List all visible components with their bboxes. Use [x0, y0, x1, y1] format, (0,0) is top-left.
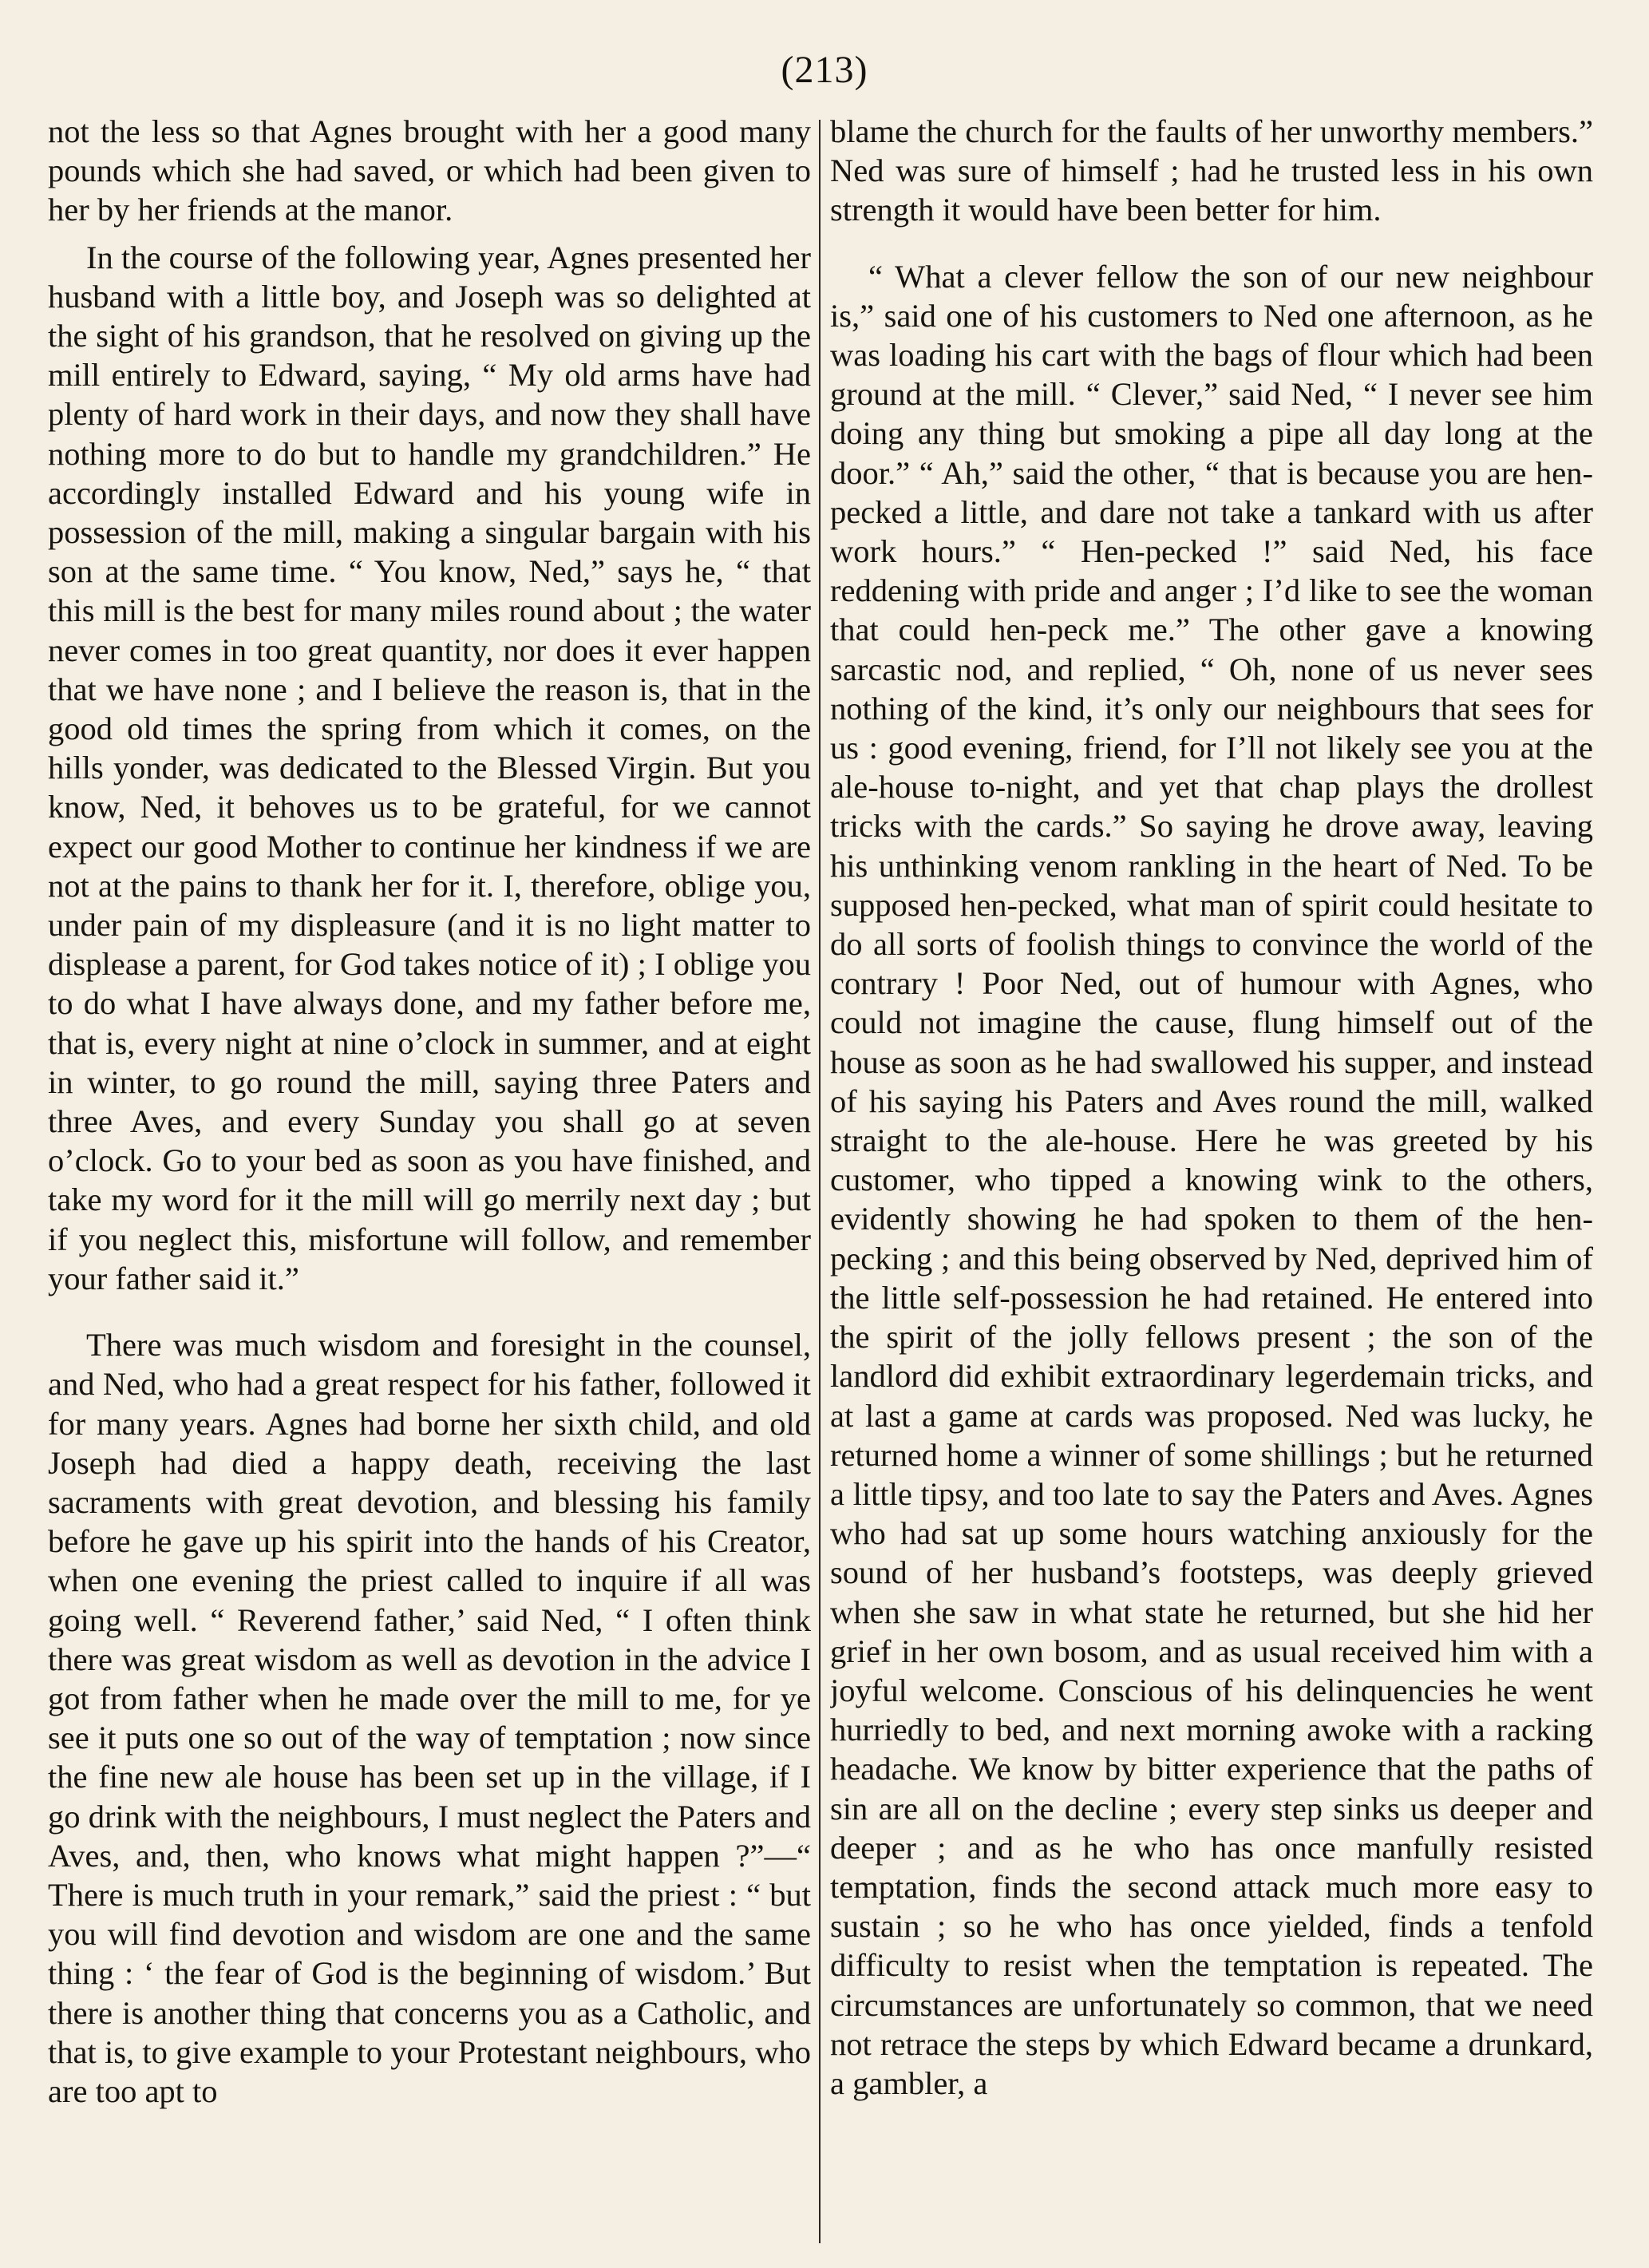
paragraph: blame the church for the faults of her unworthy members.” Ned was sure of himself ; had he trusted less in his own strength it would have been better for him.	[830, 113, 1593, 228]
left-column	[48, 112, 811, 2251]
paragraph: “ What a clever fellow the son of our new neighbour is,” said one of his customers to Ned one afternoon, as he was loading his cart with the bags of flour which had been ground at the mill. “ Clever,” said Ned, “ I never see him doing any thing but smoking a pipe all day long at the door.” “ Ah,” said the other, “ that is because you are hen-pecked a little, and dare not take a tankard with us after work hours.” “ Hen-pecked !” said Ned, his face reddening with pride and anger ; I’d like to see the woman that could hen-peck me.” The other gave a knowing sarcastic nod, and replied, “ Oh, none of us never sees nothing of the kind, it’s only our neighbours that sees for us : good evening, friend, for I’ll not likely see you at the ale-house to-night, and yet that chap plays the drollest tricks with the cards.” So saying he drove away, leaving his unthinking venom rankling in the heart of Ned. To be supposed hen-pecked, what man of spirit could hesitate to do all sorts of foolish things to convince the world of the contrary ! Poor Ned, out of humour with Agnes, who could not imagine the cause, flung himself out of the house as soon as he had swallowed his supper, and instead of his saying his Paters and Aves round the mill, walked straight to the ale-house. Here he was greeted by his customer, who tipped a knowing wink to the others, evidently showing he had spoken to them of the hen-pecking ; and this being observed by Ned, deprived him of the little self-possession he had retained. He entered into the spirit of the jolly fellows present ; the son of the landlord did exhibit extraordinary legerdemain tricks, and at last a game at cards was proposed. Ned was lucky, he returned home a winner of some shillings ; but he returned a little tipsy, and too late to say the Paters and Aves. Agnes who had sat up some hours watching anxiously for the sound of her husband’s footsteps, was deeply grieved when she saw in what state he returned, but she hid her grief in her own bosom, and as usual received him with a joyful welcome. Conscious of his delinquencies he went hurriedly to bed, and next morning awoke with a racking headache. We know by bitter experience that the paths of sin are all on the decline ; every step sinks us deeper and deeper ; and as he who has once manfully resisted temptation, finds the second attack much more easy to sustain ; so he who has once yielded, finds a tenfold difficulty to resist when the temptation is repeated. The circumstances are unfortunately so common, that we need not retrace the steps by which Edward became a drunkard, a gambler, a	[830, 258, 1593, 2101]
column-divider	[819, 120, 821, 2243]
paragraph: There was much wisdom and foresight in the counsel, and Ned, who had a great respect for his father, followed it for many years. Agnes had borne her sixth child, and old Joseph had died a happy death, receiving the last sacraments with great devotion, and blessing his family before he gave up his spirit into the hands of his Creator, when one evening the priest called to inquire if all was going well. “ Reverend father,’ said Ned, “ I often think there was great wisdom as well as devotion in the advice I got from father when he made over the mill to me, for ye see it puts one so out of the way of temptation ; now since the fine new ale house has been set up in the village, if I go drink with the neighbours, I must neglect the Paters and Aves, and, then, who knows what might happen ?”—“ There is much truth in your remark,” said the priest : “ but you will find devotion and wisdom are one and the same thing : ‘ the fear of God is the beginning of wisdom.’ But there is another thing that concerns you as a Catholic, and that is, to give example to your Protestant neighbours, who are too apt to	[48, 1327, 811, 2109]
paragraph: not the less so that Agnes brought with her a good many pounds which she had saved, or which had been given to her by her friends at the manor.	[48, 113, 811, 228]
right-column	[830, 112, 1593, 2251]
paragraph: In the course of the following year, Agnes presented her husband with a little boy, and Joseph was so delighted at the sight of his grandson, that he resolved on giving up the mill entirely to Edward, saying, “ My old arms have had plenty of hard work in their days, and now they shall have nothing more to do but to handle my grandchildren.” He accordingly installed Edward and his young wife in possession of the mill, making a singular bargain with his son at the same time. “ You know, Ned,” says he, “ that this mill is the best for many miles round about ; the water never comes in too great quantity, nor does it ever happen that we have none ; and I believe the reason is, that in the good old times the spring from which it comes, on the hills yonder, was dedicated to the Blessed Virgin. But you know, Ned, it behoves us to be grateful, for we cannot expect our good Mother to continue her kindness if we are not at the pains to thank her for it. I, therefore, oblige you, under pain of my displeasure (and it is no light matter to displease a parent, for God takes notice of it) ; I oblige you to do what I have always done, and my father before me, that is, every night at nine o’clock in summer, and at eight in winter, to go round the mill, saying three Paters and three Aves, and every Sunday you shall go at seven o’clock. Go to your bed as soon as you have finished, and take my word for it the mill will go merrily next day ; but if you neglect this, misfortune will follow, and remember your father said it.”	[48, 239, 811, 1296]
page-number: (213)	[781, 49, 868, 91]
